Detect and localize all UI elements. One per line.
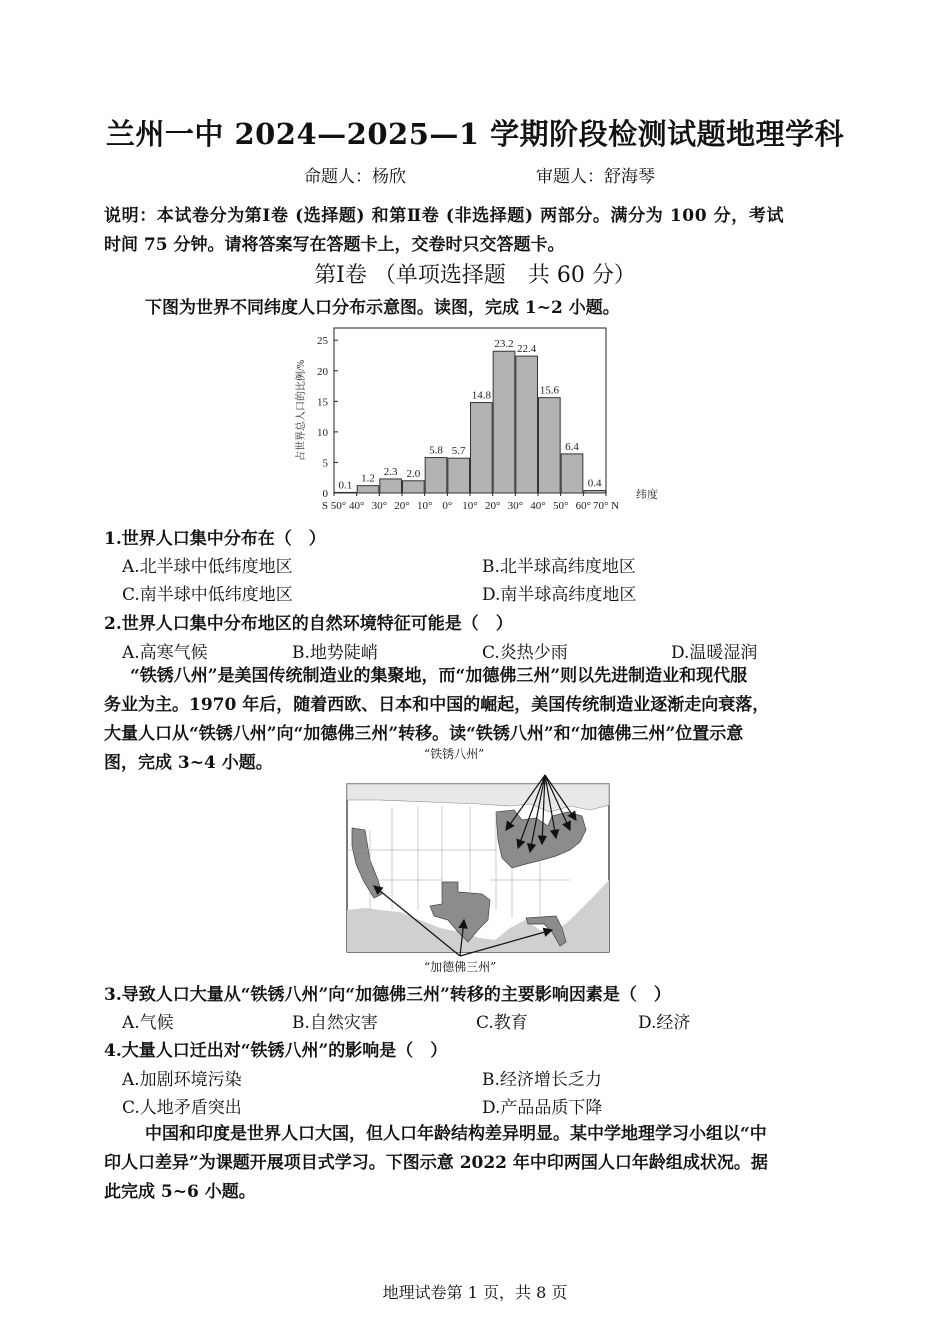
bar-8 xyxy=(493,351,515,493)
bar-value-label: 0.1 xyxy=(338,479,353,492)
section-title: 第Ⅰ卷 （单项选择题 共 60 分） xyxy=(314,263,636,288)
bar-4 xyxy=(403,481,425,493)
question-1-stem: 1.世界人口集中分布在（ ） xyxy=(104,529,326,549)
question-1-option-d: D.南半球高纬度地区 xyxy=(482,585,637,605)
author-line: 命题人：杨欣 xyxy=(304,167,406,187)
x-tick-label: 0° xyxy=(442,500,453,512)
y-axis-label: 占世界总人口的比例/% xyxy=(296,359,307,462)
x-tick-label: 20° xyxy=(394,500,410,512)
passage-3-4-line-2: 务业为主。1970 年后，随着西欧、日本和中国的崛起，美国传统制造业逐渐走向衰落， xyxy=(104,695,770,715)
bar-10 xyxy=(539,398,561,493)
x-tick-label: 10° xyxy=(462,500,478,512)
y-tick-label: 25 xyxy=(317,335,328,348)
us-states-map xyxy=(330,760,630,980)
question-4-option-a: A.加剧环境污染 xyxy=(122,1070,242,1090)
bar-value-label: 1.2 xyxy=(361,472,375,485)
bar-value-label: 22.4 xyxy=(517,343,537,356)
x-tick-label: 20° xyxy=(484,500,501,512)
bar-1 xyxy=(335,492,357,493)
map-label-rust-belt: “铁锈八州” xyxy=(424,747,485,761)
instructions-line-1: 说明：本试卷分为第Ⅰ卷 (选择题) 和第Ⅱ卷 (非选择题) 两部分。满分为 100 分，考试 xyxy=(104,206,785,226)
question-3-stem: 3.导致人口大量从“铁锈八州”向“加德佛三州”转移的主要影响因素是（ ） xyxy=(104,985,671,1005)
bar-3 xyxy=(380,479,402,493)
question-2-option-c: C.炎热少雨 xyxy=(482,643,568,663)
bar-7 xyxy=(471,403,493,493)
bar-5 xyxy=(425,458,447,493)
question-2-option-a: A.高寒气候 xyxy=(122,643,208,663)
passage-5-6-line-2: 印人口差异”为课题开展项目式学习。下图示意 2022 年中印两国人口年龄组成状况。据 xyxy=(104,1153,768,1173)
bar-value-label: 6.4 xyxy=(565,440,579,453)
x-tick-label: 30° xyxy=(507,500,524,512)
x-tick-label: 30° xyxy=(371,500,388,512)
bar-9 xyxy=(516,356,538,493)
question-3-option-c: C.教育 xyxy=(476,1013,528,1033)
bar-value-label: 14.8 xyxy=(471,389,491,402)
question-1-option-c: C.南半球中低纬度地区 xyxy=(122,585,293,605)
question-4-stem: 4.大量人口迁出对“铁锈八州”的影响是（ ） xyxy=(104,1041,448,1061)
bar-value-label: 0.4 xyxy=(587,477,602,490)
question-4-option-c: C.人地矛盾突出 xyxy=(122,1098,242,1118)
y-tick-label: 5 xyxy=(322,457,328,470)
bar-value-label: 2.3 xyxy=(383,465,398,478)
x-tick-label: 40° xyxy=(530,500,546,512)
bar-6 xyxy=(448,458,470,493)
y-tick-label: 20 xyxy=(317,365,328,378)
question-3-option-b: B.自然灾害 xyxy=(292,1013,378,1033)
question-1-option-a: A.北半球中低纬度地区 xyxy=(122,557,293,577)
y-tick-label: 10 xyxy=(317,426,328,439)
bar-value-label: 23.2 xyxy=(494,338,514,351)
x-tick-label: 70° N xyxy=(592,500,620,512)
intro-questions-1-2: 下图为世界不同纬度人口分布示意图。读图，完成 1~2 小题。 xyxy=(145,298,620,318)
population-latitude-chart xyxy=(290,320,670,520)
bar-11 xyxy=(561,454,583,493)
instructions-line-2: 时间 75 分钟。请将答案写在答题卡上，交卷时只交答题卡。 xyxy=(104,235,565,255)
y-tick-label: 0 xyxy=(322,488,328,500)
question-2-option-d: D.温暖湿润 xyxy=(671,643,758,663)
bar-12 xyxy=(584,491,606,493)
page-title: 兰州一中 2024—2025—1 学期阶段检测试题地理学科 xyxy=(105,117,845,151)
question-4-option-b: B.经济增长乏力 xyxy=(482,1070,602,1090)
passage-3-4-line-3: 大量人口从“铁锈八州”向“加德佛三州”转移。读“铁锈八州”和“加德佛三州”位置示意 xyxy=(104,724,744,744)
question-3-option-d: D.经济 xyxy=(638,1013,691,1033)
bar-value-label: 5.7 xyxy=(451,445,466,458)
reviewer-line: 审题人：舒海琴 xyxy=(536,167,655,187)
passage-3-4-line-1: “铁锈八州”是美国传统制造业的集聚地，而“加德佛三州”则以先进制造业和现代服 xyxy=(130,666,748,686)
x-tick-label: 40° xyxy=(348,500,365,512)
bar-2 xyxy=(357,486,379,493)
question-4-option-d: D.产品品质下降 xyxy=(482,1098,603,1118)
passage-3-4-line-4: 图，完成 3~4 小题。 xyxy=(104,753,273,773)
x-tick-label: S 50° xyxy=(321,500,347,512)
passage-5-6-line-3: 此完成 5~6 小题。 xyxy=(104,1182,256,1202)
x-tick-label: 50° xyxy=(552,500,569,512)
question-1-option-b: B.北半球高纬度地区 xyxy=(482,557,636,577)
x-tick-label: 10° xyxy=(416,500,433,512)
page-footer: 地理试卷第 1 页，共 8 页 xyxy=(382,1283,568,1302)
question-2-stem: 2.世界人口集中分布地区的自然环境特征可能是（ ） xyxy=(104,614,513,634)
map-label-sun-belt: “加德佛三州” xyxy=(424,960,497,974)
bar-value-label: 5.8 xyxy=(429,444,443,457)
y-tick-label: 15 xyxy=(317,396,328,409)
bar-value-label: 15.6 xyxy=(539,384,559,397)
question-3-option-a: A.气候 xyxy=(122,1013,174,1033)
question-2-option-b: B.地势陡峭 xyxy=(292,643,378,663)
x-tick-label: 60° xyxy=(575,500,592,512)
x-axis-label: 纬度 xyxy=(636,489,658,501)
passage-5-6-line-1: 中国和印度是世界人口大国，但人口年龄结构差异明显。某中学地理学习小组以“中 xyxy=(145,1124,767,1144)
bar-value-label: 2.0 xyxy=(406,467,421,480)
